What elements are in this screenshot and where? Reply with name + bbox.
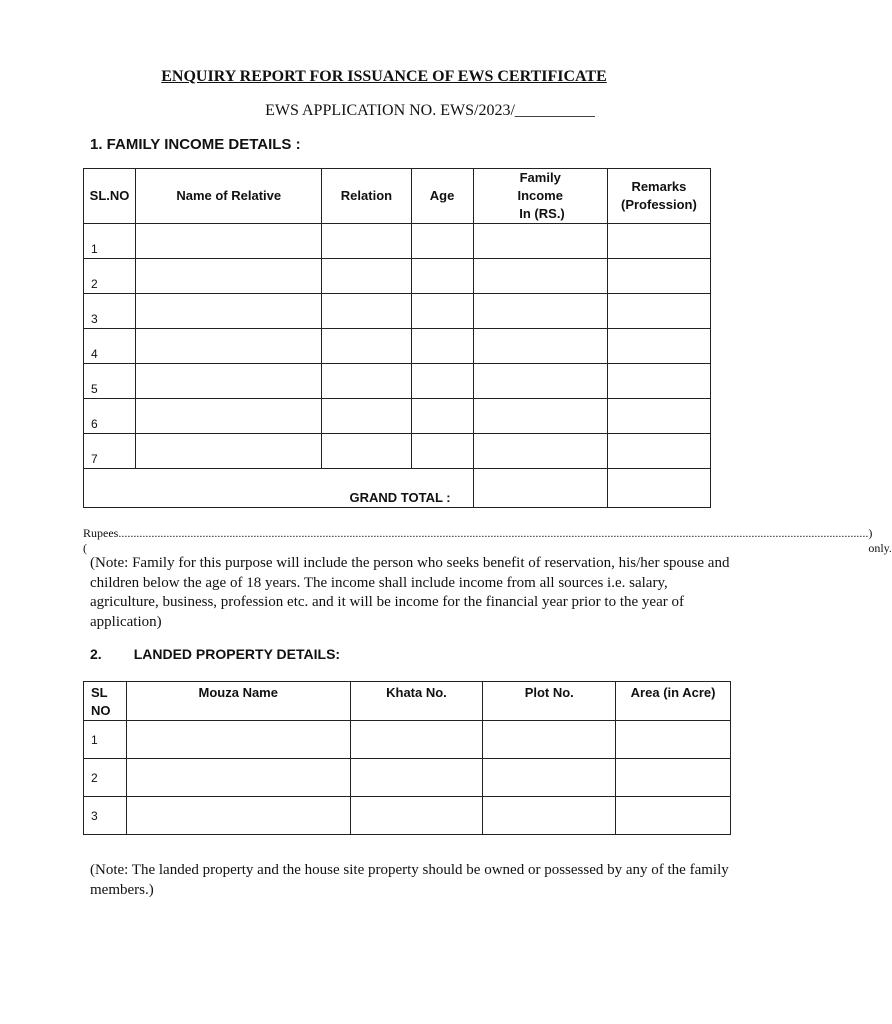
cell[interactable] [473,434,607,469]
grand-total-label: GRAND TOTAL : [84,469,474,508]
row-number: 4 [84,329,136,364]
cell[interactable] [607,399,710,434]
table-row [84,294,711,329]
section2-heading [90,646,340,662]
cell[interactable] [473,294,607,329]
col-header: Relation [322,169,411,224]
cell[interactable] [411,294,473,329]
col-header: Plot No. [483,682,616,721]
cell[interactable] [136,434,322,469]
cell[interactable] [473,399,607,434]
row-number: 1 [84,721,127,759]
grand-total-row [84,469,711,508]
table-row [84,399,711,434]
cell[interactable] [126,759,350,797]
table-row [84,434,711,469]
cell[interactable] [483,759,616,797]
cell[interactable] [411,259,473,294]
section2-number: 2. [90,646,102,662]
cell[interactable] [607,434,710,469]
application-number: EWS APPLICATION NO. EWS/2023/__________ [265,102,595,119]
cell[interactable] [136,224,322,259]
table-row [84,797,731,835]
table-row [84,329,711,364]
cell[interactable] [411,224,473,259]
cell[interactable] [411,329,473,364]
cell[interactable] [473,329,607,364]
cell[interactable] [483,797,616,835]
table-row [84,259,711,294]
grand-total-income[interactable] [473,469,607,508]
family-income-table [83,168,711,508]
col-header: Name of Relative [136,169,322,224]
col-header: Khata No. [350,682,483,721]
form-title-text: ENQUIRY REPORT FOR ISSUANCE OF EWS CERTIFICATE [161,68,607,85]
cell[interactable] [322,329,411,364]
cell[interactable] [322,434,411,469]
cell[interactable] [136,294,322,329]
cell[interactable] [473,224,607,259]
col-header: Mouza Name [126,682,350,721]
cell[interactable] [136,329,322,364]
property-note: (Note: The landed property and the house site property should be owned or possessed by any of the family members.) [90,862,729,898]
col-header: Age [411,169,473,224]
cell[interactable] [322,259,411,294]
cell[interactable] [411,364,473,399]
rupees-line [83,526,892,556]
cell[interactable] [322,399,411,434]
col-header: Remarks (Profession) [607,169,710,224]
cell[interactable] [607,364,710,399]
table-row [84,759,731,797]
row-number: 2 [84,759,127,797]
cell[interactable] [322,294,411,329]
row-number: 2 [84,259,136,294]
cell[interactable] [473,364,607,399]
cell[interactable] [136,364,322,399]
cell[interactable] [136,399,322,434]
cell[interactable] [411,434,473,469]
cell[interactable] [607,329,710,364]
cell[interactable] [607,224,710,259]
row-number: 5 [84,364,136,399]
cell[interactable] [616,721,731,759]
col-header: SL.NO [84,169,136,224]
rupees-prefix: Rupees ( [83,526,119,555]
form-title [0,68,768,86]
table-row [84,721,731,759]
section1-heading: 1. FAMILY INCOME DETAILS : [90,136,301,153]
cell[interactable] [607,294,710,329]
cell[interactable] [322,224,411,259]
rupees-amount-blank[interactable]: .......................................................................................................................................................................................................................................................... [118,526,869,540]
cell[interactable] [483,721,616,759]
table-row [84,224,711,259]
cell[interactable] [350,721,483,759]
cell[interactable] [607,259,710,294]
cell[interactable] [473,259,607,294]
row-number: 3 [84,797,127,835]
cell[interactable] [411,399,473,434]
landed-property-table [83,681,731,835]
table-header-row [84,169,711,224]
cell[interactable] [616,759,731,797]
grand-total-remarks[interactable] [607,469,710,508]
row-number: 7 [84,434,136,469]
col-header: Family Income In (RS.) [473,169,607,224]
rupees-suffix: ) only. [868,526,892,555]
row-number: 1 [84,224,136,259]
col-header: Area (in Acre) [616,682,731,721]
cell[interactable] [126,721,350,759]
cell[interactable] [350,797,483,835]
cell[interactable] [126,797,350,835]
cell[interactable] [136,259,322,294]
section2-title: LANDED PROPERTY DETAILS: [133,646,341,662]
cell[interactable] [350,759,483,797]
table-header-row [84,682,731,721]
cell[interactable] [616,797,731,835]
cell[interactable] [322,364,411,399]
row-number: 3 [84,294,136,329]
row-number: 6 [84,399,136,434]
col-header: SL NO [84,682,127,721]
table-row [84,364,711,399]
family-note: (Note: Family for this purpose will include the person who seeks benefit of reservation, his/her spouse and children below the age of 18 years. The income shall include income from all sources i.e. salary, agriculture, business, profession etc. and it will be income for the financial year prior to the year of application) [90,555,730,630]
